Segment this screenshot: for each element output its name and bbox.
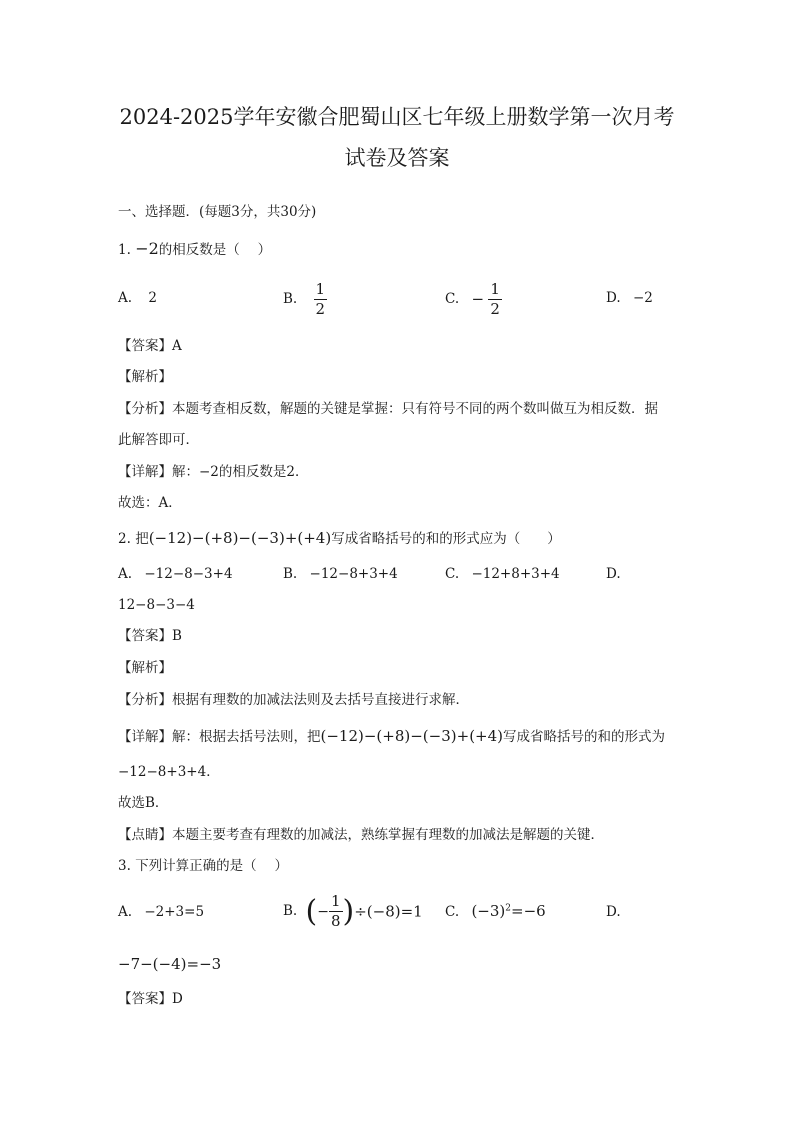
option-value: =−6 bbox=[511, 902, 546, 920]
q1-jiexi-heading: 【解析】 bbox=[118, 369, 172, 385]
q3-option-d-label: D. bbox=[606, 904, 621, 920]
q1-option-d bbox=[606, 292, 653, 306]
option-value: (−3) bbox=[471, 902, 506, 920]
question-number: 2. bbox=[118, 531, 131, 547]
q3-answer: 【答案】D bbox=[118, 991, 183, 1007]
q2-option-d-value: 12−8−3−4 bbox=[118, 597, 195, 613]
option-label: C. bbox=[445, 566, 460, 582]
option-label: A. bbox=[118, 566, 133, 582]
q2-option-d-label: D. bbox=[606, 566, 621, 582]
q1-analysis-line-2: 此解答即可． bbox=[118, 432, 199, 448]
question-1-stem bbox=[118, 241, 271, 258]
fraction bbox=[314, 282, 328, 318]
left-paren: ( bbox=[305, 893, 318, 929]
fraction-numerator: 1 bbox=[490, 280, 500, 298]
option-label: B. bbox=[283, 291, 298, 307]
section-heading: 一、选择题．(每题3分，共30分) bbox=[118, 204, 317, 220]
option-label: C. bbox=[445, 904, 460, 920]
option-label: D. bbox=[606, 290, 621, 306]
fraction-numerator: 1 bbox=[315, 280, 326, 298]
question-2-stem bbox=[118, 531, 561, 547]
q1-analysis-line-1: 【分析】本题考查相反数，解题的关键是掌握：只有符号不同的两个数叫做互为相反数．据 bbox=[118, 401, 658, 417]
question-number: 3. bbox=[118, 858, 131, 874]
option-value: −2+3=5 bbox=[144, 904, 205, 920]
minus-sign: − bbox=[317, 903, 329, 920]
detail-prefix: 【详解】解：根据去括号法则，把 bbox=[118, 729, 321, 745]
math-expression: −2 bbox=[135, 239, 159, 258]
question-number: 1. bbox=[118, 242, 131, 258]
option-value: ÷(−8)=1 bbox=[354, 902, 423, 921]
fraction bbox=[329, 894, 343, 930]
q1-option-b bbox=[283, 282, 327, 318]
q3-option-b bbox=[283, 894, 423, 930]
option-label: A. bbox=[118, 290, 133, 306]
q2-detail bbox=[118, 729, 665, 745]
q2-option-a bbox=[118, 568, 233, 582]
q2-analysis: 【分析】根据有理数的加减法法则及去括号直接进行求解． bbox=[118, 692, 469, 708]
option-value: −12−8−3+4 bbox=[144, 566, 233, 582]
question-prefix: 把 bbox=[135, 531, 149, 547]
q2-comment: 【点睛】本题主要考查有理数的加减法，熟练掌握有理数的加减法是解题的关键． bbox=[118, 827, 604, 843]
fraction bbox=[488, 282, 502, 318]
q1-answer: 【答案】A bbox=[118, 338, 182, 354]
q2-choose: 故选B． bbox=[118, 795, 169, 811]
question-text: 写成省略括号的和的形式应为（ ） bbox=[331, 531, 561, 547]
q2-detail-result: −12−8+3+4． bbox=[118, 764, 220, 780]
q2-jiexi-heading: 【解析】 bbox=[118, 660, 172, 676]
document-title-line-2: 试卷及答案 bbox=[344, 146, 450, 170]
q3-option-a bbox=[118, 906, 204, 920]
fraction-denominator: 8 bbox=[330, 911, 341, 930]
q3-option-d-value: −7−(−4)=−3 bbox=[118, 955, 222, 973]
q1-choose: 故选：A． bbox=[118, 495, 182, 511]
option-value: 2 bbox=[148, 290, 157, 306]
fraction-numerator: 1 bbox=[330, 892, 341, 910]
option-value: −2 bbox=[632, 290, 653, 306]
option-value: −12−8+3+4 bbox=[309, 566, 398, 582]
option-label: A. bbox=[118, 904, 133, 920]
fraction-denominator: 2 bbox=[315, 299, 326, 318]
minus-sign: − bbox=[471, 290, 485, 309]
q1-detail: 【详解】解：−2的相反数是2． bbox=[118, 464, 309, 480]
fraction-denominator: 2 bbox=[490, 299, 500, 318]
question-3-stem bbox=[118, 860, 288, 874]
question-text: 的相反数是（ ） bbox=[158, 242, 272, 258]
q2-answer: 【答案】B bbox=[118, 628, 182, 644]
right-paren: ) bbox=[342, 893, 355, 929]
q3-option-c bbox=[445, 904, 546, 920]
q2-option-b bbox=[283, 568, 398, 582]
q1-option-c bbox=[445, 282, 502, 318]
math-expression: (−12)−(+8)−(−3)+(+4) bbox=[148, 529, 332, 547]
q2-option-c bbox=[445, 568, 560, 582]
document-title-line-1: 2024-2025学年安徽合肥蜀山区七年级上册数学第一次月考 bbox=[119, 105, 675, 129]
option-label: B. bbox=[283, 903, 298, 919]
option-value: −12+8+3+4 bbox=[471, 566, 560, 582]
option-label: B. bbox=[283, 566, 298, 582]
detail-suffix: 写成省略括号的和的形式为 bbox=[503, 729, 666, 745]
q1-option-a bbox=[118, 292, 157, 306]
math-expression: (−12)−(+8)−(−3)+(+4) bbox=[320, 727, 504, 745]
option-label: C. bbox=[445, 291, 460, 307]
exponent: 2 bbox=[505, 903, 511, 914]
question-text: 下列计算正确的是（ ） bbox=[135, 858, 288, 874]
